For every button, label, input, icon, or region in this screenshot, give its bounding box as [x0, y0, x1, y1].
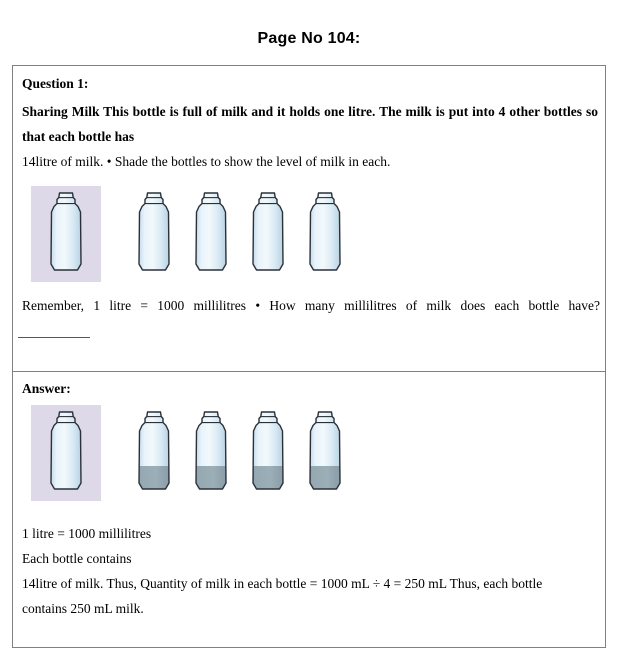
- bottle-shaded-1[interactable]: [133, 409, 175, 497]
- question-label: Question 1:: [22, 76, 89, 91]
- question-statement: Sharing Milk This bottle is full of milk and it holds one litre. The milk is put into 4 other bottles so that each bottle has: [22, 104, 598, 144]
- bottle-empty-3[interactable]: [247, 190, 289, 278]
- question-bottle-row: [13, 186, 605, 286]
- bottle-full-reference[interactable]: [45, 409, 87, 497]
- bottle-empty-1[interactable]: [133, 190, 175, 278]
- answer-bottle-row: [13, 405, 605, 505]
- bottle-shaded-2[interactable]: [190, 409, 232, 497]
- answer-line-1: 1 litre = 1000 millilitres: [22, 526, 152, 541]
- answer-label: Answer:: [22, 381, 71, 396]
- answer-blank-line[interactable]: [18, 337, 90, 338]
- answer-section: [13, 372, 605, 648]
- bottle-shaded-4[interactable]: [304, 409, 346, 497]
- answer-line-3: 14litre of milk. Thus, Quantity of milk in each bottle = 1000 mL ÷ 4 = 250 mL Thus, each bottle: [22, 576, 543, 591]
- question-section: [13, 66, 605, 371]
- question-subline: 14litre of milk. • Shade the bottles to show the level of milk in each.: [22, 154, 391, 169]
- bottle-empty-2[interactable]: [190, 190, 232, 278]
- answer-explanation: [22, 521, 600, 621]
- bottle-empty-4[interactable]: [304, 190, 346, 278]
- answer-line-4: contains 250 mL milk.: [22, 601, 144, 616]
- answer-line-2: Each bottle contains: [22, 551, 132, 566]
- question-remember-text: Remember, 1 litre = 1000 millilitres • How many millilitres of milk does each bottle have?: [22, 298, 600, 313]
- page-title: Page No 104:: [257, 30, 361, 47]
- bottle-shaded-3[interactable]: [247, 409, 289, 497]
- bottle-full-reference[interactable]: [45, 190, 87, 278]
- worksheet-frame: [12, 65, 606, 648]
